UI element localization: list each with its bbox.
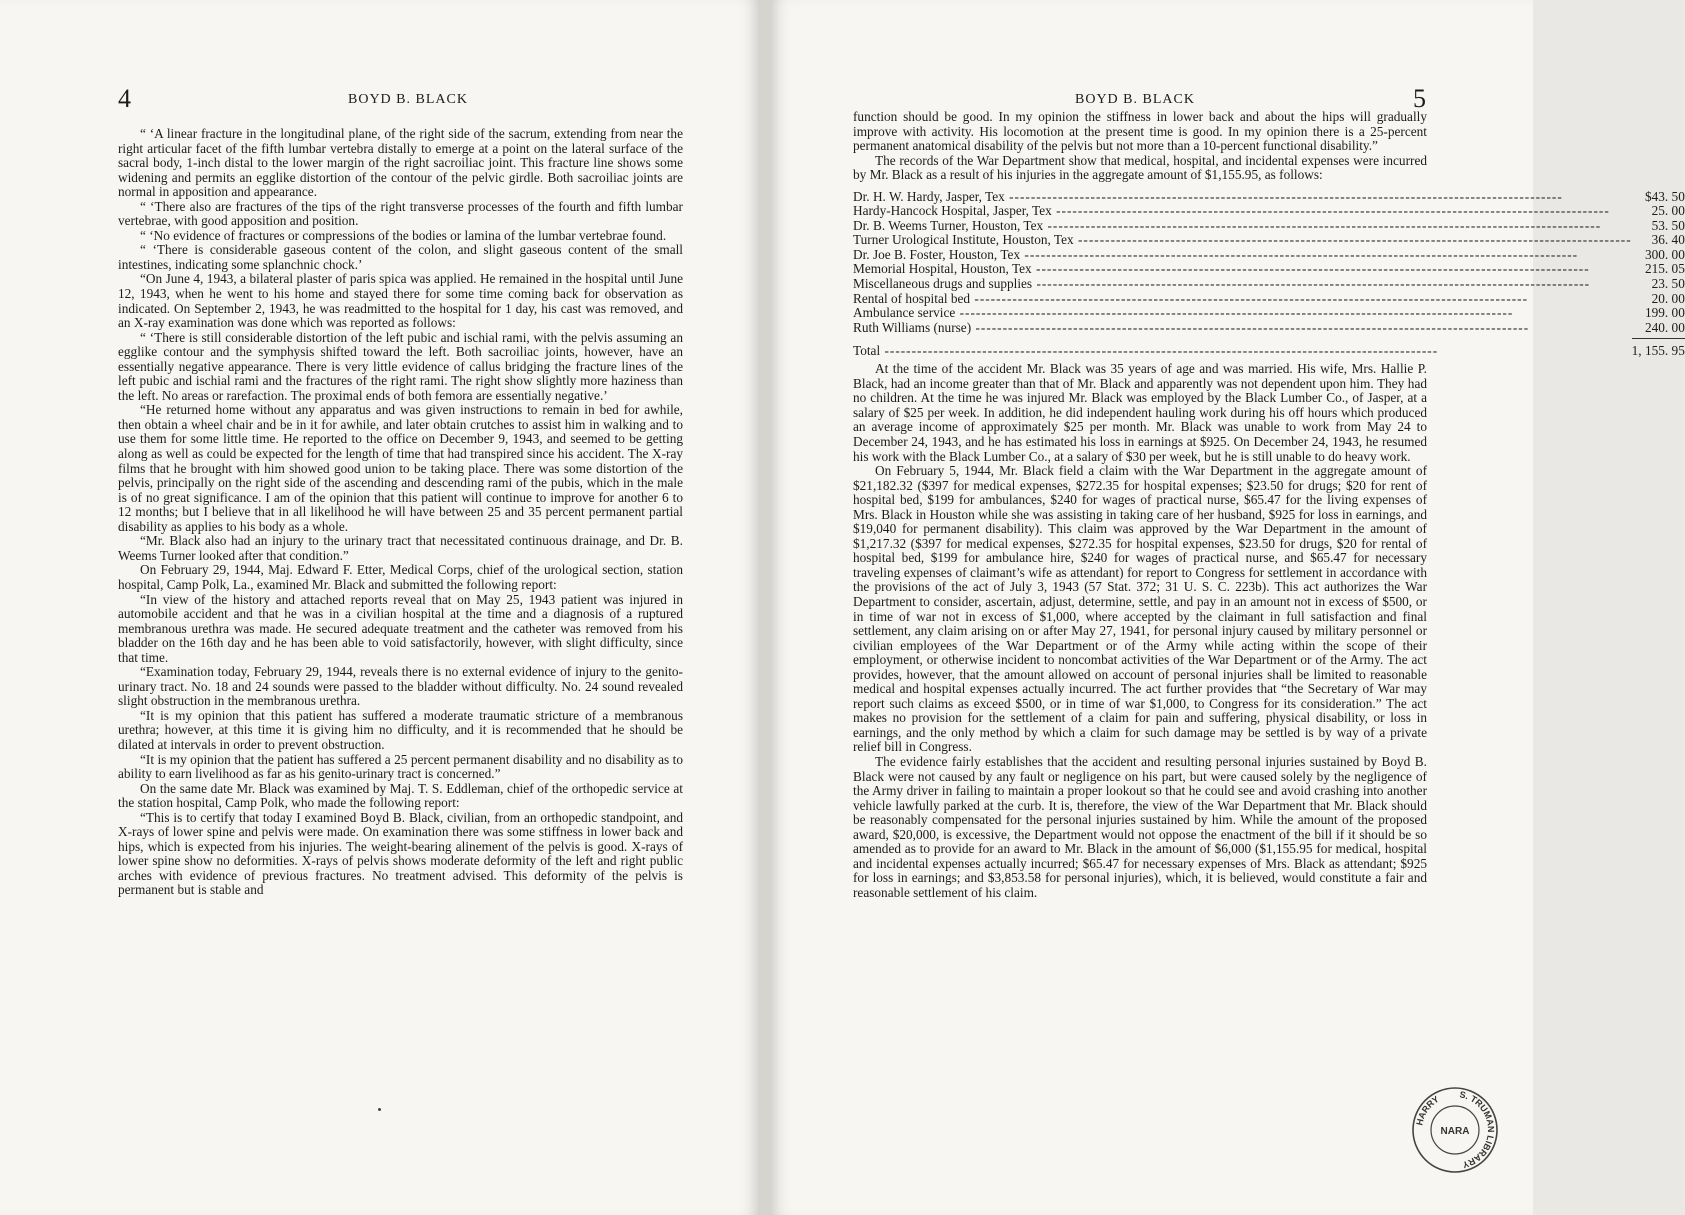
left-page-number: 4 [118,84,131,113]
expense-item: Dr. Joe B. Foster, Houston, Tex ----- [853,248,1632,263]
expense-row [853,306,1685,321]
total-amount: 1, 155. 95 [1632,338,1685,358]
right-intro-text [853,110,1427,183]
paragraph: On the same date Mr. Black was examined by Maj. T. S. Eddleman, chief of the orthopedic service at the station hospital, Camp Polk, who made the following report: [118,780,683,811]
speck [378,1108,381,1111]
expense-amount: 20. 00 [1651,290,1685,306]
stamp-ring-side: HARRY [1414,1093,1441,1127]
paragraph: “He returned home without any apparatus and was given instructions to remain in bed for awhile, then obtain a wheel chair and be in it for awhile, and later obtain crutches to assist him in walking and to use them for some little time. He reported to the office on December 9, 1943, and seemed to be getting along as well as could be expected for the length of time that had transpired since his accident. The X-ray films that he brought with him showed good union to be taking place. There was some distortion of the pelvis, principally on the right side of the ascending and descending rami of the pubis, which in the male is of no great significance. I am of the opinion that this patient will continue to improve for another 6 to 12 months; but I believe that in all likelihood he will have between 25 and 35 percent permanent partial disability as applies to his body as a whole. [118,402,683,534]
expense-item: Dr. H. W. Hardy, Jasper, Tex ----- [853,190,1632,205]
right-main-text [853,362,1427,900]
expense-row [853,190,1685,205]
expense-total-row [853,338,1685,358]
paragraph: The evidence fairly establishes that the accident and resulting personal injuries sustained by Boyd B. Black were not caused by any fault or negligence on his part, but were caused solely by the negligence of the Army driver in failing to maintain a proper lookout so that he could see and avoid crashing into another vehicle lawfully parked at the curb. It is, therefore, the view of the War Department that Mr. Black should be reasonably compensated for the personal injuries sustained by him. While the amount of the proposed award, $20,000, is excessive, the Department would not oppose the enactment of the bill if it should be so amended as to provide for an award to Mr. Black in the amount of $6,000 ($1,155.95 for medical, hospital and incidental expenses actually incurred; $65.47 for necessary expenses of Mrs. Black as attendant; $925 for loss in earnings; and $3,853.58 for personal injuries), which, it is believed, would constitute a fair and reasonable settlement of his claim. [853,754,1427,900]
expense-item: Memorial Hospital, Houston, Tex ----- [853,262,1632,277]
expense-row [853,233,1685,248]
expense-amount: 36. 40 [1651,232,1685,248]
expense-row [853,292,1685,307]
expense-amount: 53. 50 [1651,217,1685,233]
left-body-text [118,127,683,898]
paragraph: At the time of the accident Mr. Black was 35 years of age and was married. His wife, Mrs. Hallie P. Black, had an income greater than that of Mr. Black and apparently was not dependent upon him. They had no children. At the time he was injured Mr. Black was employed by the Black Lumber Co., of Jasper, at a salary of $25 per week. In addition, he did independent hauling work during his off hours which produced an average income of approximately $25 per month. Mr. Black was unable to work from May 24 to December 24, 1943, and he has estimated his loss in earnings at $925. On December 24, 1943, he resumed his work with the Black Lumber Co., at a salary of $30 per week, but he is still unable to do heavy work. [853,361,1427,464]
stamp-center: NARA [1440,1126,1470,1137]
expense-amount: 25. 00 [1651,203,1685,219]
right-body-text [853,109,1685,900]
book-gutter [760,0,770,1215]
expense-item: Miscellaneous drugs and supplies ----- [853,277,1632,292]
paragraph: “It is my opinion that this patient has suffered a moderate traumatic stricture of a membranous urethra; however, at this time it is giving him no difficulty, and it is recommended that he should be dilated at intervals in order to prevent obstruction. [118,707,683,752]
expense-item: Ambulance service ----- [853,306,1632,321]
paragraph: “Mr. Black also had an injury to the urinary tract that necessitated continuous drainage, and Dr. B. Weems Turner looked after that condition.” [118,533,683,563]
expense-row [853,277,1685,292]
paragraph: On February 29, 1944, Maj. Edward F. Etter, Medical Corps, chief of the urological section, station hospital, Camp Polk, La., examined Mr. Black and submitted the following report: [118,562,683,592]
paragraph: “On June 4, 1943, a bilateral plaster of paris spica was applied. He remained in the hospital until June 12, 1943, when he went to his home and stayed there for some time coming back for observation as indicated. On September 2, 1943, he was readmitted to the hospital for 1 day, his cast was removed, and an X-ray examination was done which was reported as follows: [118,271,683,331]
expense-item: Dr. B. Weems Turner, Houston, Tex ----- [853,219,1632,234]
expense-item: Turner Urological Institute, Houston, Tex ----- [853,233,1632,248]
paragraph: function should be good. In my opinion the stiffness in lower back and about the hips will gradually improve with activity. His locomotion at the present time is good. In my opinion there is a 25-percent permanent anatomical disability of the pelvis but not more than a 10-percent functional disability.” [853,109,1427,154]
expense-row [853,204,1685,219]
expense-row [853,219,1685,234]
paragraph: “It is my opinion that the patient has suffered a 25 percent permanent disability and no disability as to ability to earn livelihood as far as his genito-urinary tract is concerned.” [118,751,683,782]
expense-amount: $43. 50 [1644,188,1685,204]
total-label: Total ----- [853,338,1632,358]
right-running-title: BOYD B. BLACK [1075,92,1195,107]
stamp-ring-top: S. TRUMAN LIBRARY [1458,1089,1497,1171]
paragraph: “ ‘A linear fracture in the longitudinal plane, of the right side of the sacrum, extending from near the right articular facet of the fifth lumbar vertebra distally to emerge at a point on the lateral surface of the sacral body, 1-inch distal to the lower margin of the right sacroiliac joint. This fracture line shows some widening and permits an egglike distortion of the contour of the pelvic girdle. Both sacroiliac joints are normal in apposition and appearance. [118,126,683,200]
right-page-number: 5 [1413,84,1426,113]
expense-item: Ruth Williams (nurse) ----- [853,321,1632,336]
expense-amount: 215. 05 [1644,261,1685,277]
paragraph: The records of the War Department show that medical, hospital, and incidental expenses were incurred by Mr. Black as a result of his injuries in the aggregate amount of $1,155.95, as follows: [853,152,1427,183]
expense-row [853,262,1685,277]
expense-amount: 300. 00 [1644,246,1685,262]
expense-amount: 199. 00 [1644,305,1685,321]
expense-amount: 240. 00 [1644,319,1685,335]
expense-row [853,248,1685,263]
expenses-table [853,190,1685,359]
paragraph: “ ‘There is considerable gaseous content of the colon, and slight gaseous content of the small intestines, indicating some splanchnic chock.’ [118,242,683,272]
paragraph: “ ‘No evidence of fractures or compressions of the bodies or lamina of the lumbar vertebrae found. [140,227,667,243]
expense-item: Rental of hospital bed ----- [853,292,1632,307]
paragraph: “ ‘There also are fractures of the tips of the right transverse processes of the fourth and fifth lumbar vertebrae, with good apposition and position. [118,198,683,229]
paragraph: “This is to certify that today I examined Boyd B. Black, civilian, from an orthopedic standpoint, and X-rays of lower spine and pelvis were made. On examination there was some stiffness in lower back and hips, which is expected from his injuries. The weight-bearing alinement of the pelvis is good. X-rays of lower spine show no deformities. X-rays of pelvis shows moderate deformity of the left and right public arches with evidence of previous fractures. No treatment advised. This deformity of the pelvis is permanent but is stable and [118,809,683,898]
expense-item: Hardy-Hancock Hospital, Jasper, Tex ----- [853,204,1632,219]
expense-amount: 23. 50 [1651,276,1685,292]
expense-row [853,321,1685,336]
left-running-title: BOYD B. BLACK [348,92,468,107]
paragraph: “Examination today, February 29, 1944, reveals there is no external evidence of injury to the genito-urinary tract. No. 18 and 24 sounds were passed to the bladder without difficulty. No. 24 sound revealed slight obstruction in the membranous urethra. [118,664,683,709]
paragraph: On February 5, 1944, Mr. Black field a claim with the War Department in the aggregate amount of $21,182.32 ($397 for medical expenses, $272.35 for hospital expenses; $23.50 for drugs; $20 for rent of hospital bed, $199 for ambulances, $240 for wages of practical nurse, $65.47 for the living expenses of Mrs. Black in Houston while she was assisting in taking care of her husband, $925 for loss in earnings, and $19,040 for permanent disability). This claim was approved by the War Department in the amount of $1,217.32 ($397 for medical expenses, $272.35 for hospital expenses, $23.50 for drugs, $20 for rental of hospital bed, $199 for ambulance hire, $240 for wages of practical nurse, and $65.47 for necessary traveling expenses of claimant’s wife as attendant) for report to Congress for settlement in accordance with the provisions of the act of July 3, 1943 (57 Stat. 372; 31 U. S. C. 223b). This act authorizes the War Department to consider, ascertain, adjust, determine, settle, and pay in an amount not in excess of $500, or in time of war not in excess of $1,000, where accepted by the claimant in full satisfaction and final settlement, any claim arising on or after May 27, 1941, for personal injury caused by military personnel or civilian employees of the War Department or of the Army while acting within the scope of their employment, or otherwise incident to noncombat activities of the War Department or of the Army. The act provides, however, that the amount allowed on account of personal injuries shall be limited to reasonable medical and hospital expenses actually incurred. The act further provides that “the Secretary of War may report such claims as exceed $500, or in time of war $1,000, to Congress for its consideration.” The act makes no provision for the settlement of a claim for pain and suffering, physical disability, or loss in earnings, and the only method by which a claim for such damage may be settled is by way of a private relief bill in Congress. [853,463,1427,755]
truman-library-nara-stamp [1410,1085,1500,1175]
paragraph: “In view of the history and attached reports reveal that on May 25, 1943 patient was injured in automobile accident and that he was in a civilian hospital at the time and a diagnosis of a ruptured membranous urethra was made. He secured adequate treatment and the catheter was removed from his bladder on the 16th day and he has been able to void satisfactorily, however, with slight difficulty, since that time. [118,591,683,665]
paragraph: “ ‘There is still considerable distortion of the left pubic and ischial rami, with the pelvis assuming an egglike contour and the symphysis shifted toward the left. Both sacroiliac joints, however, have an essentially negative appearance. There is very little evidence of callus bridging the fracture lines of the left pubic and ischial rami and the fractures of the right rami. The right show slightly more haziness than the left. No areas or rarefaction. The proximal ends of both femora are essentially negative.’ [118,329,683,403]
